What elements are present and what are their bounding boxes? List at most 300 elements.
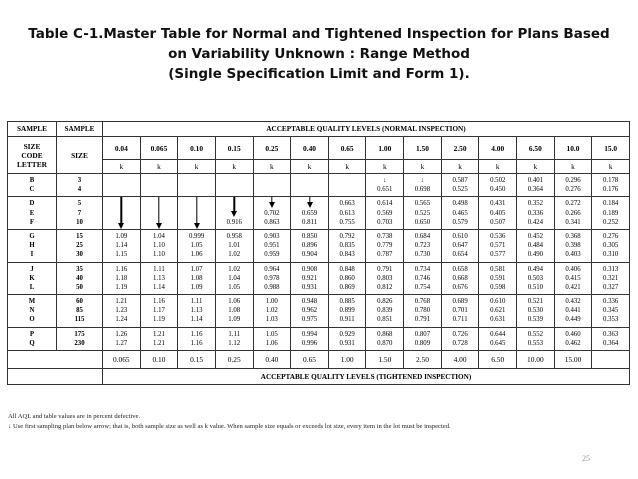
k-value: 1.16: [115, 265, 128, 273]
tightened-header-row: [8, 369, 630, 385]
size-header: SIZE: [57, 137, 103, 174]
k-value: 1.08: [228, 307, 241, 315]
k-value-cell: [253, 197, 291, 230]
k-value: 0.591: [490, 274, 506, 282]
k-value: 0.851: [377, 316, 393, 324]
sample-size: 10: [76, 218, 83, 226]
k-value: 0.921: [301, 274, 318, 282]
k-value: 0.465: [452, 209, 468, 217]
k-value: 0.610: [490, 298, 506, 306]
code-letter-cell: [8, 327, 57, 350]
k-value: 0.178: [603, 177, 619, 184]
sample-size: 50: [76, 283, 83, 291]
k-value-cell: [441, 174, 479, 197]
k-value-cell: [366, 327, 404, 350]
k-value: 0.812: [377, 283, 393, 291]
k-value: 0.521: [527, 298, 544, 306]
k-value-cell: [103, 229, 141, 262]
k-value: 0.988: [264, 283, 280, 291]
code-letter: I: [30, 251, 34, 259]
k-value: [291, 185, 328, 194]
k-value-cell: [441, 327, 479, 350]
header-row-top: [8, 122, 630, 137]
k-value: 1.06: [228, 298, 241, 306]
k-value: [254, 185, 291, 194]
sample-size-cell: [57, 295, 103, 328]
k-value: 0.896: [301, 242, 318, 250]
k-value: 0.780: [414, 307, 431, 315]
note-1: All AQL and table values are in percent defective.: [8, 413, 141, 420]
k-value-cell: [178, 174, 216, 197]
k-value: 0.644: [490, 330, 506, 338]
k-value: 0.975: [301, 316, 318, 324]
normal-aql-cell: 0.15: [215, 137, 253, 160]
tightened-aql-cell: 10.00: [517, 351, 555, 369]
arrow-head: [194, 223, 200, 229]
tightened-aql-cell: 0.25: [215, 351, 253, 369]
k-value: 0.668: [452, 274, 468, 282]
k-value: 0.848: [339, 265, 355, 273]
code-letter: L: [29, 283, 35, 291]
k-value-cell: [178, 197, 216, 230]
k-value-cell: [517, 295, 555, 328]
normal-aql-cell: 0.25: [253, 137, 291, 160]
code-letter-header: [8, 137, 57, 174]
k-value: 0.768: [414, 298, 431, 306]
k-value-cell: [554, 295, 592, 328]
k-value-cell: [404, 327, 442, 350]
k-value-cell: [479, 174, 517, 197]
k-value: 0.507: [490, 218, 506, 226]
sample-size: 230: [74, 339, 85, 347]
k-value: 0.958: [226, 232, 242, 240]
k-value: 0.327: [603, 283, 619, 291]
code-letter: P: [29, 330, 35, 338]
k-cell: k: [517, 160, 555, 174]
table-row: [8, 174, 630, 197]
k-value-cell: [554, 327, 592, 350]
sample-size: 15: [76, 232, 83, 240]
sample-size: 85: [76, 307, 83, 315]
k-value: 0.577: [490, 251, 506, 259]
k-value: [291, 176, 328, 185]
k-value: 1.21: [115, 298, 128, 306]
k-value: 1.09: [190, 283, 203, 291]
k-value-cell: [328, 197, 366, 230]
k-value-cell: [592, 295, 630, 328]
k-value: 0.352: [527, 200, 544, 208]
k-value: 1.04: [228, 274, 241, 282]
k-value-cell: [103, 327, 141, 350]
k-value: 0.734: [414, 265, 431, 273]
k-value-cell: [253, 174, 291, 197]
k-value: 0.663: [339, 200, 355, 208]
tightened-aql-cell: 2.50: [404, 351, 442, 369]
k-value: 0.809: [414, 339, 431, 347]
master-table: [7, 121, 630, 385]
k-value: 1.15: [115, 251, 128, 259]
tightened-empty-cell: [592, 351, 630, 369]
k-value-cell: [441, 262, 479, 295]
title-line-1: Table C-1.Master Table for Normal and Tightened Inspection for Plans Based: [28, 26, 610, 42]
k-value: 0.999: [188, 232, 205, 240]
k-value-cell: [328, 327, 366, 350]
tightened-aql-cell: 0.15: [178, 351, 216, 369]
k-cell: k: [479, 160, 517, 174]
k-cell: k: [103, 160, 141, 174]
k-value: 0.931: [301, 283, 318, 291]
sample-size: 3: [77, 177, 82, 184]
normal-aql-cell: 0.10: [178, 137, 216, 160]
k-value: 0.321: [603, 274, 619, 282]
k-value-cell: [253, 229, 291, 262]
k-value-cell: [291, 197, 329, 230]
sample-size: 7: [77, 209, 82, 217]
k-value: 0.398: [565, 242, 581, 250]
k-value: 0.189: [603, 209, 619, 217]
k-value: 0.996: [301, 339, 318, 347]
k-value: 0.746: [414, 274, 431, 282]
k-value-cell: [328, 295, 366, 328]
k-value: 0.929: [339, 330, 355, 338]
k-value: 0.415: [565, 274, 581, 282]
k-value: 0.726: [452, 330, 468, 338]
arrow-down-icon: [216, 197, 253, 215]
sample-size-header: SAMPLE: [57, 122, 103, 137]
k-value-cell: [366, 197, 404, 230]
k-value-cell: [554, 262, 592, 295]
k-value: 0.345: [603, 307, 619, 315]
k-value: 0.911: [339, 316, 355, 324]
k-value: 0.835: [339, 242, 355, 250]
code-letter: K: [29, 274, 35, 282]
normal-aql-cell: 1.50: [404, 137, 442, 160]
k-value: 0.553: [527, 339, 544, 347]
k-value: 0.305: [603, 242, 619, 250]
code-header-line: LETTER: [17, 159, 47, 169]
k-value-cell: [441, 295, 479, 328]
k-value: 1.05: [190, 242, 203, 250]
k-value: 1.17: [153, 307, 165, 315]
k-value: 0.441: [565, 307, 581, 315]
normal-aql-cell: 2.50: [441, 137, 479, 160]
k-value: 0.863: [264, 218, 280, 226]
k-value: 0.654: [452, 251, 468, 259]
k-value-cell: [517, 262, 555, 295]
k-value-cell: [328, 174, 366, 197]
sample-size: 175: [74, 330, 85, 338]
k-value: 1.08: [190, 274, 203, 282]
code-letter-cell: [8, 174, 57, 197]
k-value: 1.10: [153, 242, 165, 250]
k-value-cell: [140, 174, 178, 197]
k-value: 0.807: [414, 330, 431, 338]
sample-size-cell: [57, 174, 103, 197]
sample-size: 40: [76, 274, 83, 282]
k-value-cell: [441, 229, 479, 262]
k-value: 0.176: [603, 186, 619, 194]
k-value: 1.02: [228, 251, 241, 259]
k-value: 0.779: [377, 242, 393, 250]
k-value-cell: [404, 174, 442, 197]
k-value-cell: [291, 262, 329, 295]
k-value: 0.689: [452, 298, 468, 306]
k-value: 0.484: [527, 242, 544, 250]
tightened-blank: [8, 351, 103, 369]
k-value: 0.552: [527, 330, 544, 338]
normal-aql-cell: 0.065: [140, 137, 178, 160]
note-2: ↓ Use first sampling plan below arrow; that is, both sample size as well as k value. When sample size equals or exceeds lot size, every item in the lot must be inspected.: [8, 423, 451, 430]
k-value-cell: [328, 229, 366, 262]
k-value-cell: [366, 295, 404, 328]
title-line-3: (Single Specification Limit and Form 1).: [168, 66, 470, 82]
normal-aql-cell: 1.00: [366, 137, 404, 160]
k-value: 0.978: [264, 274, 280, 282]
k-value: [178, 176, 215, 185]
k-value: 0.701: [452, 307, 468, 315]
k-value: 0.803: [377, 274, 393, 282]
sample-size-cell: [57, 197, 103, 230]
k-value-cell: [404, 262, 442, 295]
k-value: 1.11: [228, 330, 241, 338]
k-cell: k: [592, 160, 630, 174]
arrow-down-icon: [103, 197, 140, 229]
k-value: 0.791: [377, 265, 393, 273]
k-value: [103, 176, 140, 185]
title-line-2: on Variability Unknown : Range Method: [168, 46, 470, 62]
k-value: 1.16: [190, 339, 203, 347]
tightened-aql-cell: 1.00: [328, 351, 366, 369]
k-value: 0.401: [527, 177, 544, 184]
k-value: [103, 185, 140, 194]
arrow-down-icon: [291, 197, 328, 206]
k-value: 0.462: [565, 339, 581, 347]
k-value: 1.03: [265, 316, 278, 324]
k-value: 0.860: [339, 274, 355, 282]
k-value: 0.964: [264, 265, 280, 273]
k-value-cell: [479, 295, 517, 328]
normal-inspection-header: ACCEPTABLE QUALITY LEVELS (NORMAL INSPECTION): [103, 122, 630, 137]
k-value-cell: [215, 197, 253, 230]
k-value-cell: [291, 174, 329, 197]
k-value: 0.843: [339, 251, 355, 259]
k-value: 0.579: [452, 218, 468, 226]
k-value: 0.565: [414, 200, 431, 208]
k-value-cell: [366, 174, 404, 197]
k-value: 0.811: [302, 218, 318, 226]
k-value: 0.539: [527, 316, 544, 324]
sample-size: 4: [77, 186, 82, 194]
aql-table: [7, 121, 630, 385]
k-value: 0.336: [527, 209, 544, 217]
code-letter: Q: [29, 339, 35, 347]
k-value: 1.18: [115, 274, 128, 282]
code-letter: G: [29, 232, 35, 240]
k-value-cell: [554, 229, 592, 262]
k-value: 1.14: [115, 242, 128, 250]
k-value: 0.424: [527, 218, 544, 226]
k-value: 0.276: [603, 232, 619, 240]
k-value: 0.431: [490, 200, 506, 208]
k-value: 0.839: [377, 307, 393, 315]
k-value-cell: [103, 174, 141, 197]
tightened-aql-cell: 6.50: [479, 351, 517, 369]
k-value: 1.19: [153, 316, 165, 324]
tightened-aql-cell: 0.065: [103, 351, 141, 369]
k-value-cell: [517, 229, 555, 262]
code-letter: N: [29, 307, 35, 315]
normal-aql-cell: 0.04: [103, 137, 141, 160]
k-value: 0.452: [527, 232, 544, 240]
k-value-cell: [592, 262, 630, 295]
k-value: 0.510: [527, 283, 544, 291]
k-value: 0.647: [452, 242, 468, 250]
k-value: 0.951: [264, 242, 280, 250]
arrow-head: [231, 211, 237, 217]
k-value: 1.12: [228, 339, 241, 347]
code-letter: H: [29, 242, 35, 250]
k-value-cell: [215, 327, 253, 350]
k-value: 0.755: [339, 218, 355, 226]
k-value-cell: [178, 262, 216, 295]
k-value: 0.581: [490, 265, 506, 273]
k-value: 0.738: [377, 232, 393, 240]
k-value: 1.26: [115, 330, 128, 338]
k-value: 1.16: [153, 298, 165, 306]
k-value: 1.11: [190, 298, 203, 306]
k-value-cell: [592, 327, 630, 350]
k-value: 1.06: [190, 251, 203, 259]
code-letter: O: [29, 316, 35, 324]
k-value: 1.09: [115, 232, 128, 240]
k-value: 0.903: [264, 232, 280, 240]
k-cell: k: [178, 160, 216, 174]
tightened-aql-cell: 15.00: [554, 351, 592, 369]
k-value: 0.569: [377, 209, 393, 217]
arrow-shaft: [234, 197, 235, 211]
arrow-down-icon: [254, 197, 291, 206]
table-row: [8, 197, 630, 230]
k-value-cell: [253, 295, 291, 328]
aql-header-row: [8, 137, 630, 160]
sample-size: 5: [77, 200, 82, 208]
sample-header: SAMPLE: [8, 122, 57, 137]
k-value: 0.959: [264, 251, 280, 259]
tightened-aql-cell: 4.00: [441, 351, 479, 369]
tightened-aql-cell: 0.40: [253, 351, 291, 369]
k-value: 0.908: [301, 265, 318, 273]
k-value: 0.587: [452, 177, 468, 184]
k-value: 0.621: [490, 307, 506, 315]
k-value: 0.502: [490, 177, 506, 184]
table-row: [8, 229, 630, 262]
k-value: 0.676: [452, 283, 468, 291]
k-value: 1.02: [265, 307, 278, 315]
k-value: [141, 185, 178, 194]
arrow-down-icon: [178, 197, 215, 229]
k-value-cell: [592, 174, 630, 197]
k-value: 0.252: [603, 218, 619, 226]
k-value: 0.730: [414, 251, 431, 259]
k-value: 1.00: [265, 298, 278, 306]
k-value: 0.658: [452, 265, 468, 273]
k-value-cell: [103, 197, 141, 230]
k-value: 0.364: [603, 339, 619, 347]
k-value: 0.353: [603, 316, 619, 324]
k-value: [178, 185, 215, 194]
k-value: 0.432: [565, 298, 581, 306]
k-value-cell: [178, 229, 216, 262]
code-header-line: CODE: [21, 150, 43, 160]
k-value: 0.363: [603, 330, 619, 338]
k-value-cell: [404, 197, 442, 230]
k-value: ↓: [420, 177, 425, 184]
k-value: 0.184: [603, 200, 619, 208]
k-value: 0.336: [603, 298, 619, 306]
table-row: [8, 327, 630, 350]
k-value: 0.645: [490, 339, 506, 347]
k-value: 0.449: [565, 316, 581, 324]
table-row: [8, 262, 630, 295]
k-value: 0.610: [452, 232, 468, 240]
k-value-cell: [517, 197, 555, 230]
k-value: 0.276: [565, 186, 581, 194]
k-value: 0.460: [565, 330, 581, 338]
k-value: 0.791: [414, 316, 431, 324]
k-value: 0.787: [377, 251, 393, 259]
normal-aql-cell: 15.0: [592, 137, 630, 160]
code-letter-cell: [8, 197, 57, 230]
k-cell: k: [366, 160, 404, 174]
k-value: 0.870: [377, 339, 393, 347]
k-value-cell: [291, 295, 329, 328]
k-value-cell: [479, 327, 517, 350]
tightened-inspection-header: ACCEPTABLE QUALITY LEVELS (TIGHTENED INSPECTION): [103, 369, 630, 385]
k-value: 0.728: [452, 339, 468, 347]
k-value: 0.899: [339, 307, 355, 315]
k-value: ↓: [383, 177, 387, 184]
k-value: 1.06: [265, 339, 278, 347]
k-value: 0.850: [301, 232, 318, 240]
tightened-aql-cell: 0.10: [140, 351, 178, 369]
k-value: 0.631: [490, 316, 506, 324]
k-value-cell: [103, 295, 141, 328]
k-value: 1.21: [153, 330, 165, 338]
k-value: 1.13: [190, 307, 203, 315]
k-cell: k: [554, 160, 592, 174]
k-value-cell: [140, 295, 178, 328]
k-value-cell: [103, 262, 141, 295]
k-value-cell: [366, 262, 404, 295]
k-value: 0.266: [565, 209, 581, 217]
table-row: [8, 295, 630, 328]
k-value-cell: [592, 197, 630, 230]
k-value: 0.869: [339, 283, 355, 291]
code-letter: F: [29, 218, 35, 226]
k-value: 1.27: [115, 339, 128, 347]
code-letter: B: [29, 177, 35, 184]
k-value: 0.571: [490, 242, 506, 250]
k-value: 1.14: [153, 283, 165, 291]
k-value: 1.01: [228, 242, 241, 250]
k-value-cell: [140, 262, 178, 295]
k-value: 1.10: [153, 251, 165, 259]
k-value: 0.530: [527, 307, 544, 315]
k-value: 0.272: [565, 200, 581, 208]
k-value-cell: [140, 229, 178, 262]
k-value: 0.364: [527, 186, 544, 194]
k-value: 1.11: [153, 265, 165, 273]
